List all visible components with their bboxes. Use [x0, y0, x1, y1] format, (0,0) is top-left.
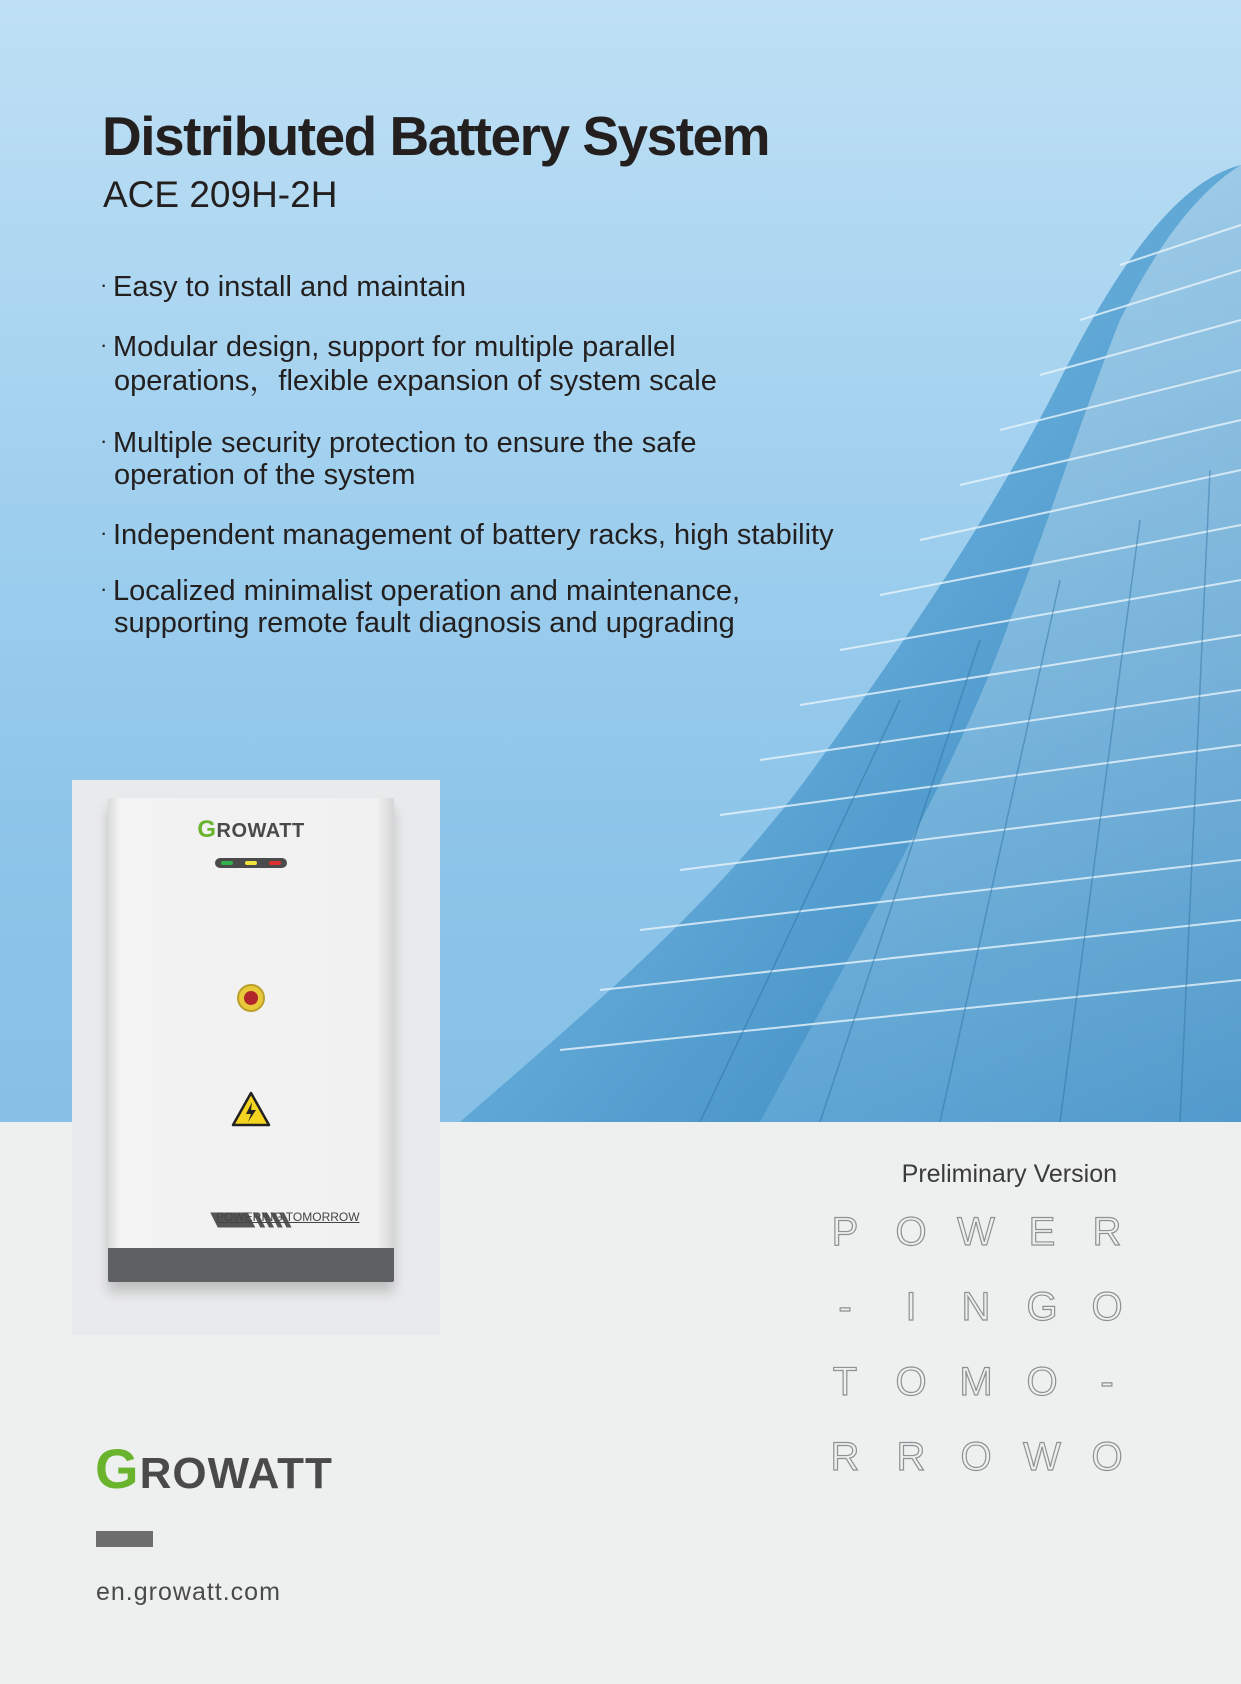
feature-text: Easy to install and maintain	[113, 271, 467, 303]
page-title: Distributed Battery System	[102, 105, 770, 167]
bullet-icon: ·	[100, 520, 108, 545]
feature-item	[100, 427, 697, 491]
feature-item	[100, 270, 466, 304]
bullet-icon: ·	[100, 272, 108, 297]
grid-letter: -	[1100, 1360, 1114, 1404]
cabinet-base	[108, 1248, 394, 1282]
model-name: ACE 209H-2H	[103, 174, 338, 215]
grid-letter: W	[1023, 1435, 1061, 1479]
grid-letter: O	[895, 1210, 927, 1254]
bullet-icon: ·	[100, 576, 108, 601]
product-logo: GROWATT	[197, 816, 305, 843]
grid-letter: G	[1026, 1285, 1058, 1329]
feature-text: operation of the system	[114, 459, 416, 491]
website-url: en.growatt.com	[96, 1578, 281, 1606]
grid-letter: R	[896, 1435, 926, 1479]
outline-letter-grid	[820, 1210, 1140, 1510]
preliminary-label: Preliminary Version	[901, 1160, 1117, 1188]
led-yellow	[245, 861, 257, 865]
grid-letter: W	[957, 1210, 995, 1254]
grid-letter: R	[1092, 1210, 1122, 1254]
battery-cabinet-image	[108, 798, 394, 1282]
led-red	[269, 861, 281, 865]
feature-text: operations，flexible expansion of system scale	[114, 365, 717, 397]
feature-text: Modular design, support for multiple parallel	[113, 331, 676, 363]
grid-letter: M	[959, 1360, 993, 1404]
feature-item	[100, 575, 740, 639]
bullet-icon: ·	[100, 428, 108, 453]
growatt-logo: GROWATT	[95, 1437, 333, 1500]
grid-letter: -	[838, 1285, 852, 1329]
grid-letter: O	[1091, 1435, 1123, 1479]
feature-item	[100, 518, 834, 552]
grid-letter: O	[895, 1360, 927, 1404]
led-green	[221, 861, 233, 865]
grid-letter: R	[830, 1435, 860, 1479]
feature-text: Independent management of battery racks, high stability	[113, 519, 834, 551]
grid-letter: N	[961, 1285, 991, 1329]
grid-letter: O	[1026, 1360, 1058, 1404]
feature-text: Multiple security protection to ensure the safe	[113, 427, 697, 459]
grid-letter: O	[960, 1435, 992, 1479]
grid-letter: P	[831, 1210, 859, 1254]
power-knob-icon	[237, 984, 265, 1012]
grid-letter: I	[905, 1285, 917, 1329]
feature-item	[100, 330, 717, 398]
feature-text: supporting remote fault diagnosis and upgrading	[114, 607, 735, 639]
divider-bar	[96, 1531, 153, 1547]
grid-letter: T	[832, 1360, 858, 1404]
feature-text: Localized minimalist operation and maintenance,	[113, 575, 741, 607]
high-voltage-warning-icon	[231, 1091, 271, 1127]
bullet-icon: ·	[100, 332, 108, 357]
status-led-strip	[215, 858, 287, 868]
product-slogan: POWERING TOMORROW	[216, 1210, 360, 1224]
grid-letter: E	[1028, 1210, 1056, 1254]
grid-letter: O	[1091, 1285, 1123, 1329]
